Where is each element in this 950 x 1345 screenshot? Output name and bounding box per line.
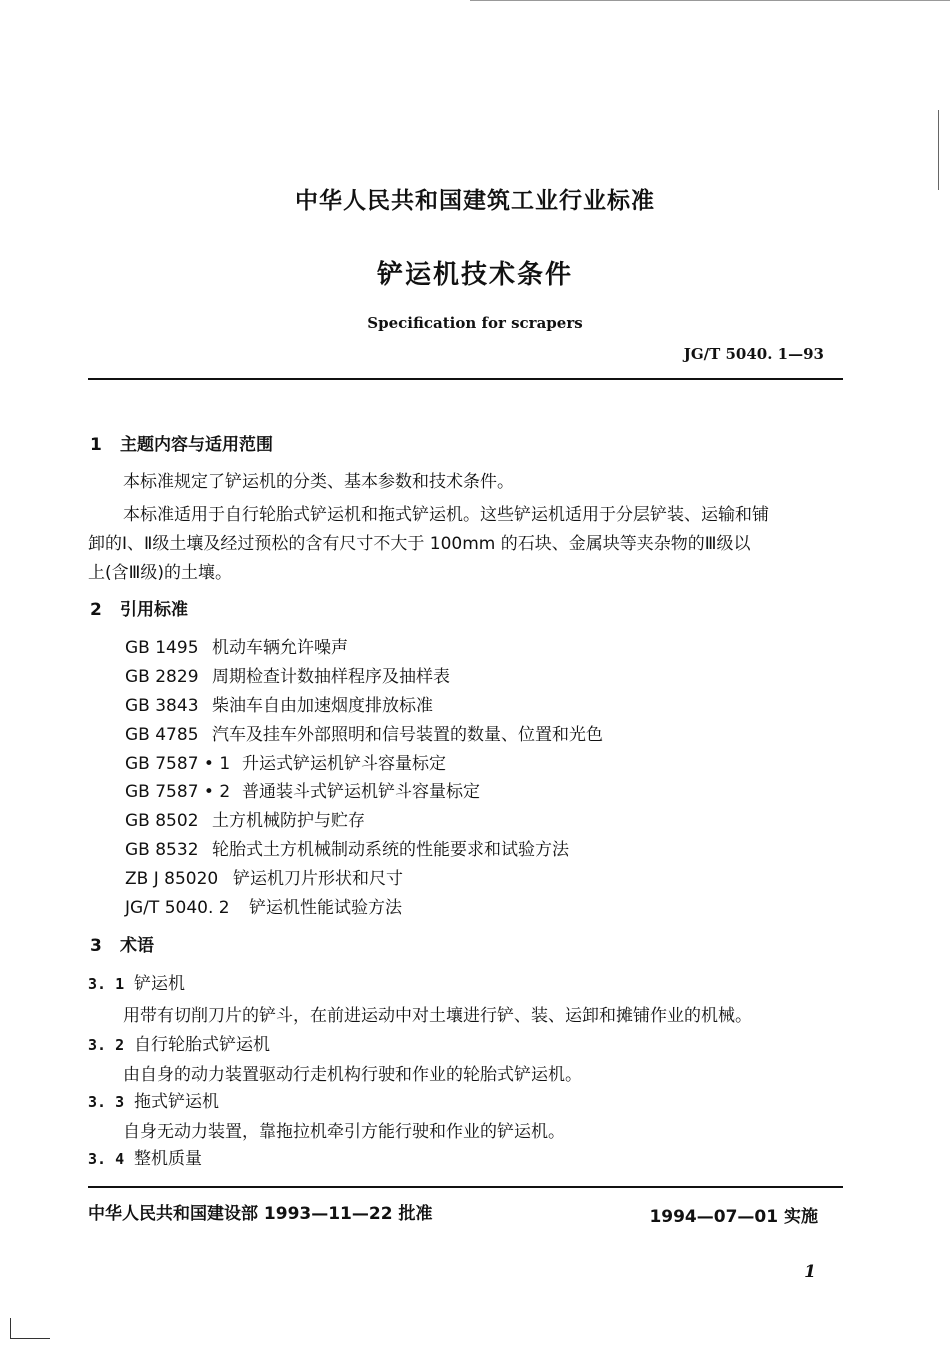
reference-title: 轮胎式土方机械制动系统的性能要求和试验方法 xyxy=(212,840,569,860)
section-2-heading xyxy=(90,595,188,620)
scan-mark-top xyxy=(470,0,950,1)
page-number: 1 xyxy=(804,1262,816,1282)
reference-title: 汽车及挂车外部照明和信号装置的数量、位置和光色 xyxy=(212,725,603,745)
reference-code: GB 1495 xyxy=(125,638,199,658)
reference-title: 柴油车自由加速烟度排放标准 xyxy=(212,696,433,716)
section-title: 引用标准 xyxy=(120,600,188,620)
reference-code: GB 7587 • 2 xyxy=(125,782,231,802)
scan-mark-corner xyxy=(10,1318,11,1338)
standard-organization: 中华人民共和国建筑工业行业标准 xyxy=(295,188,655,214)
paragraph-line: 卸的Ⅰ、Ⅱ级土壤及经过预松的含有尺寸不大于 100mm 的石块、金属块等夹杂物的Ⅲ级以 xyxy=(88,534,751,554)
standard-code: JG/T 5040. 1—93 xyxy=(683,345,824,363)
section-number: 1 xyxy=(90,435,102,455)
reference-item xyxy=(125,806,365,831)
paragraph-line: 本标准适用于自行轮胎式铲运机和拖式铲运机。这些铲运机适用于分层铲装、运输和铺 xyxy=(123,505,769,525)
reference-item xyxy=(125,777,480,802)
reference-code: GB 3843 xyxy=(125,696,199,716)
reference-item xyxy=(125,864,403,889)
term-number: 3. 4 xyxy=(88,1150,125,1168)
scan-mark-corner-h xyxy=(10,1338,50,1339)
reference-item xyxy=(125,835,569,860)
section-title: 术语 xyxy=(120,936,154,956)
paragraph-line: 上(含Ⅲ级)的土壤。 xyxy=(88,563,232,583)
term-heading xyxy=(88,969,185,994)
reference-code: GB 8502 xyxy=(125,811,199,831)
reference-title: 普通装斗式铲运机铲斗容量标定 xyxy=(242,782,480,802)
reference-item xyxy=(125,749,446,774)
reference-title: 升运式铲运机铲斗容量标定 xyxy=(242,754,446,774)
document-title-english: Specification for scrapers xyxy=(367,314,583,332)
reference-item xyxy=(125,893,402,918)
reference-code: GB 7587 • 1 xyxy=(125,754,231,774)
reference-item xyxy=(125,720,603,745)
section-number: 2 xyxy=(90,600,102,620)
reference-code: ZB J 85020 xyxy=(125,869,219,889)
term-name: 铲运机 xyxy=(134,974,185,994)
reference-title: 机动车辆允许噪声 xyxy=(212,638,348,658)
section-3-heading xyxy=(90,931,154,956)
reference-item xyxy=(125,633,348,658)
reference-code: GB 8532 xyxy=(125,840,199,860)
reference-code: JG/T 5040. 2 xyxy=(125,898,230,918)
reference-item xyxy=(125,691,433,716)
term-definition: 用带有切削刀片的铲斗，在前进运动中对土壤进行铲、装、运卸和摊铺作业的机械。 xyxy=(123,1006,752,1026)
term-name: 自行轮胎式铲运机 xyxy=(134,1035,270,1055)
term-name: 整机质量 xyxy=(134,1149,202,1169)
document-title: 铲运机技术条件 xyxy=(376,260,573,290)
section-1-heading xyxy=(90,430,273,455)
effective-date: 1994—07—01 实施 xyxy=(649,1207,818,1227)
scan-mark-right xyxy=(938,110,939,190)
term-heading xyxy=(88,1030,270,1055)
section-title: 主题内容与适用范围 xyxy=(120,435,273,455)
term-number: 3. 1 xyxy=(88,975,125,993)
header-divider xyxy=(88,378,843,380)
paragraph: 本标准规定了铲运机的分类、基本参数和技术条件。 xyxy=(123,472,514,492)
term-heading xyxy=(88,1087,219,1112)
reference-code: GB 2829 xyxy=(125,667,199,687)
term-name: 拖式铲运机 xyxy=(134,1092,219,1112)
term-definition: 自身无动力装置，靠拖拉机牵引方能行驶和作业的铲运机。 xyxy=(123,1122,565,1142)
footer-divider xyxy=(88,1186,843,1188)
term-heading xyxy=(88,1144,202,1169)
reference-item xyxy=(125,662,450,687)
reference-title: 周期检查计数抽样程序及抽样表 xyxy=(212,667,450,687)
term-definition: 由自身的动力装置驱动行走机构行驶和作业的轮胎式铲运机。 xyxy=(123,1065,582,1085)
reference-code: GB 4785 xyxy=(125,725,199,745)
term-number: 3. 3 xyxy=(88,1093,125,1111)
term-number: 3. 2 xyxy=(88,1036,125,1054)
reference-title: 铲运机性能试验方法 xyxy=(249,898,402,918)
section-number: 3 xyxy=(90,936,102,956)
reference-title: 土方机械防护与贮存 xyxy=(212,811,365,831)
reference-title: 铲运机刀片形状和尺寸 xyxy=(233,869,403,889)
approval-line: 中华人民共和国建设部 1993—11—22 批准 xyxy=(88,1204,433,1224)
